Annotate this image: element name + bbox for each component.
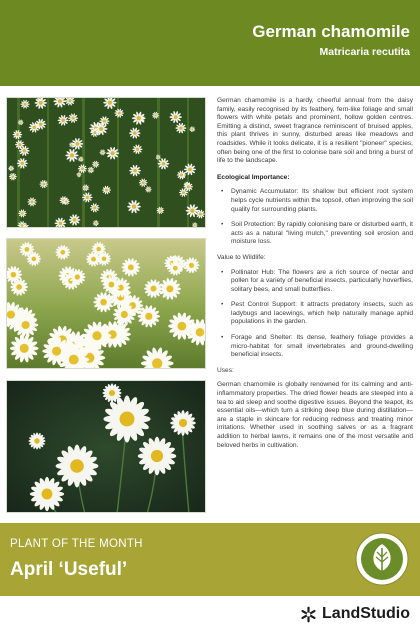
botanical-name: Matricaria recutita: [319, 46, 410, 58]
asterisk-flower-logo-icon: [300, 606, 317, 623]
list-item: • Pollinator Hub: The flowers are a rich source of nectar and pollen for a variety of beneficial insects, particularly hoverflies, solitary bees, and small butterflies.: [221, 268, 413, 293]
brand-name: LandStudio: [322, 605, 410, 622]
photo-daisy-field: [6, 97, 206, 228]
photo-chamomile-closeup: [6, 380, 206, 513]
plant-of-month-banner: [0, 523, 420, 596]
flower-shape: [102, 383, 121, 402]
field-of-small-white-daisies-photo: [7, 98, 206, 228]
list-item: • Pest Control Support: It attracts predatory insects, such as ladybugs and lacewings, which help naturally manage aphid populations in the garden.: [221, 301, 413, 326]
photo-chamomile-cluster: [6, 238, 206, 369]
ecological-list: [217, 188, 413, 247]
flower-shape: [138, 437, 177, 476]
flower-shape: [28, 432, 45, 449]
list-item: • Forage and Shelter: Its dense, feathery foliage provides a micro-habitat for small invertebrates and ground-dwelling beneficial insects.: [221, 334, 413, 359]
flower-shape: [103, 395, 150, 442]
wildlife-list: [217, 269, 413, 360]
cluster-of-chamomile-flowers-photo: [7, 239, 206, 369]
banner-month: April ‘Useful’: [10, 559, 128, 580]
banner-kicker: PLANT OF THE MONTH: [10, 538, 143, 550]
header-band: [0, 0, 420, 86]
flower-shape: [170, 410, 196, 436]
list-item: • Soil Protection: By rapidly colonising bare or disturbed earth, it acts as a natural "living mulch," preventing soil erosion and moisture loss.: [221, 221, 413, 246]
ecological-heading: Ecological Importance:: [217, 173, 290, 181]
article-body: [217, 97, 413, 458]
leaf-in-circle-icon: [354, 531, 410, 587]
uses-paragraph: German chamomile is globally renowned for its calming and anti-inflammatory properties. The dried flower heads are steeped into a tea to aid sleep and soothe digestive issues. Beyond the teapot, its essential oils—which turn a striking deep blue during distillation—are a staple in skincare for reducing redness and treating minor irritations. Whether used in soothing salves or as a fragrant addition to herbal lawns, it remains one of the most versatile and beloved herbs in cultivation.: [217, 381, 413, 449]
page-title: German chamomile: [252, 22, 410, 41]
flower-shape: [30, 477, 64, 511]
close-up-chamomile-blooms-photo: [7, 381, 206, 513]
wildlife-heading: Value to Wildlife:: [217, 253, 266, 261]
list-item: • Dynamic Accumulator: Its shallow but efficient root system helps cycle nutrients within the topsoil, often improving the soil quality for surrounding plants.: [221, 188, 413, 213]
brand-logo: [300, 603, 410, 625]
flower-shape: [56, 445, 99, 488]
intro-paragraph: German chamomile is a hardy, cheerful annual from the daisy family, easily recognised by its feathery, fern-like foliage and small flowers with white petals and prominent, hollow golden centres. Emitting a distinct, sweet fragrance reminiscent of bruised apples, this plant thrives in sunny, disturbed areas like meadows and roadsides. While it looks delicate, it is a resilient "pioneer" species, often being one of the first to colonise bare soil and bring a burst of life to the landscape.: [217, 97, 413, 165]
uses-heading: Uses:: [217, 366, 234, 374]
